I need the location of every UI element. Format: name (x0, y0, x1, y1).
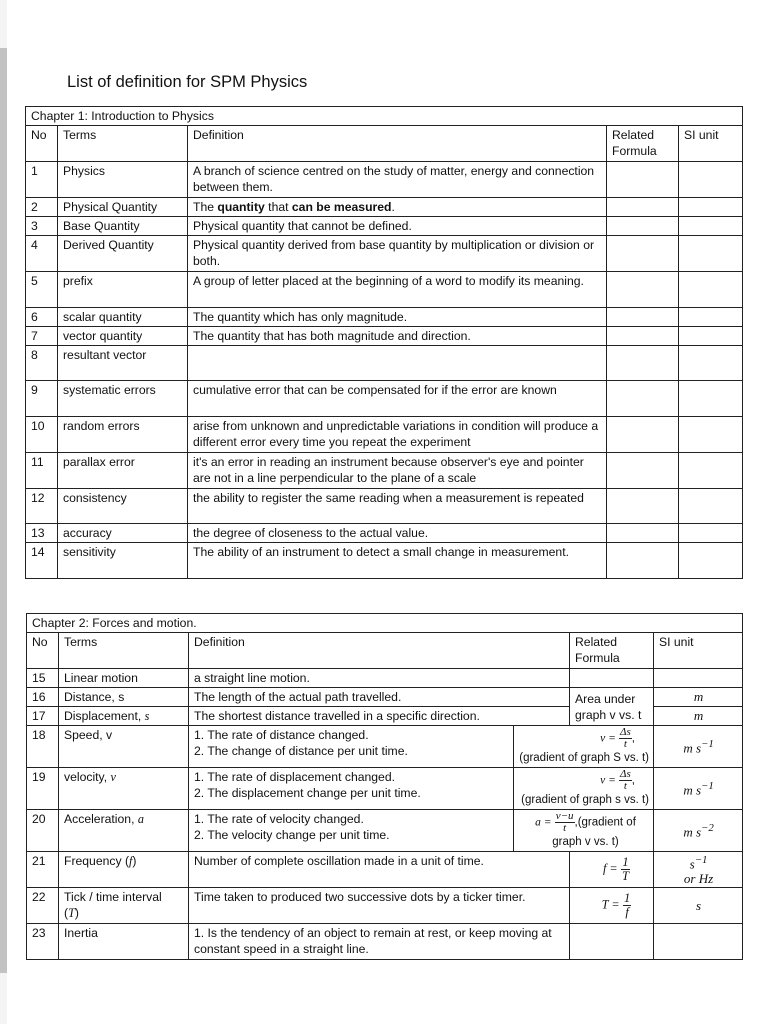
table-row (26, 381, 743, 417)
row-definition: Physical quantity derived from base quantity by multiplication or division or both. (188, 236, 607, 272)
area-under-graph-formula: Area under graph v vs. t (570, 688, 654, 726)
row-term: resultant vector (58, 346, 188, 381)
row-number: 9 (26, 381, 58, 417)
table-row (26, 308, 743, 327)
si-unit: m (654, 688, 743, 707)
row-number: 22 (27, 888, 59, 924)
header-no: No (26, 126, 58, 162)
row-definition: the ability to register the same reading when a measurement is repeated (188, 489, 607, 524)
table-row (26, 272, 743, 308)
row-number: 10 (26, 417, 58, 453)
table-row (27, 726, 743, 768)
row-number: 18 (27, 726, 59, 768)
header-si-unit: SI unit (679, 126, 743, 162)
speed-formula: v = $\frac{\Delta s}{t}$ , (gradient of graph S vs. t) (514, 726, 654, 768)
row-definition: Time taken to produced two successive dots by a ticker timer. (189, 888, 570, 924)
table-row (27, 669, 743, 688)
row-number: 12 (26, 489, 58, 524)
row-term: Distance, s (59, 688, 189, 707)
row-term: prefix (58, 272, 188, 308)
row-number: 20 (27, 810, 59, 852)
row-definition: 1. The rate of displacement changed. 2. The displacement change per unit time. (189, 768, 514, 810)
table-row (26, 236, 743, 272)
row-term: Displacement, s (59, 707, 189, 726)
row-definition: The quantity which has only magnitude. (188, 308, 607, 327)
row-term: Base Quantity (58, 217, 188, 236)
header-related-formula: Related Formula (570, 633, 654, 669)
table-row (26, 162, 743, 198)
tick-interval-formula: T = $\frac{1}{f}$ (570, 888, 654, 924)
table-row (27, 688, 743, 707)
header-no: No (27, 633, 59, 669)
table-row (27, 810, 743, 852)
row-number: 8 (26, 346, 58, 381)
row-definition: arise from unknown and unpredictable variations in condition will produce a different error every time you repeat the experiment (188, 417, 607, 453)
frequency-formula: f = $\frac{1}{T}$ (570, 852, 654, 888)
table-row (27, 888, 743, 924)
table-row (26, 453, 743, 489)
table-row (27, 768, 743, 810)
row-term: accuracy (58, 524, 188, 543)
row-definition: The shortest distance travelled in a specific direction. (189, 707, 570, 726)
row-term: Frequency (f) (59, 852, 189, 888)
row-number: 11 (26, 453, 58, 489)
row-number: 2 (26, 198, 58, 217)
row-term: Derived Quantity (58, 236, 188, 272)
table-row (26, 217, 743, 236)
table-row (27, 852, 743, 888)
left-page-edge (0, 48, 7, 973)
table-row (27, 924, 743, 960)
row-term: Tick / time interval (T) (59, 888, 189, 924)
header-terms: Terms (58, 126, 188, 162)
row-term: vector quantity (58, 327, 188, 346)
row-number: 5 (26, 272, 58, 308)
row-term: sensitivity (58, 543, 188, 579)
row-number: 17 (27, 707, 59, 726)
si-unit: m $s^{-1}$ (654, 726, 743, 768)
row-term: parallax error (58, 453, 188, 489)
row-number: 19 (27, 768, 59, 810)
row-number: 13 (26, 524, 58, 543)
si-unit: m (654, 707, 743, 726)
table-row (26, 524, 743, 543)
row-number: 6 (26, 308, 58, 327)
row-definition (188, 346, 607, 381)
header-si-unit: SI unit (654, 633, 743, 669)
row-definition: a straight line motion. (189, 669, 570, 688)
row-definition: The quantity that has both magnitude and direction. (188, 327, 607, 346)
row-term: Speed, v (59, 726, 189, 768)
row-number: 15 (27, 669, 59, 688)
row-term: scalar quantity (58, 308, 188, 327)
table-row (26, 327, 743, 346)
row-definition: Number of complete oscillation made in a unit of time. (189, 852, 570, 888)
table-row (26, 346, 743, 381)
si-unit: s (654, 888, 743, 924)
chapter2-table (26, 613, 743, 960)
row-number: 7 (26, 327, 58, 346)
chapter1-table (25, 106, 743, 579)
si-unit: m $s^{-1}$ (654, 768, 743, 810)
header-definition: Definition (189, 633, 570, 669)
row-definition: A group of letter placed at the beginning of a word to modify its meaning. (188, 272, 607, 308)
table-row (26, 489, 743, 524)
chapter1-title: Chapter 1: Introduction to Physics (26, 107, 743, 126)
row-term: Physical Quantity (58, 198, 188, 217)
row-definition: 1. Is the tendency of an object to remain at rest, or keep moving at constant speed in a straight line. (189, 924, 570, 960)
row-number: 23 (27, 924, 59, 960)
row-term: consistency (58, 489, 188, 524)
row-number: 21 (27, 852, 59, 888)
row-term: systematic errors (58, 381, 188, 417)
row-term: Inertia (59, 924, 189, 960)
table-row (26, 417, 743, 453)
row-number: 16 (27, 688, 59, 707)
row-term: Physics (58, 162, 188, 198)
header-terms: Terms (59, 633, 189, 669)
row-term: velocity, v (59, 768, 189, 810)
row-definition: The ability of an instrument to detect a small change in measurement. (188, 543, 607, 579)
chapter2-title: Chapter 2: Forces and motion. (27, 614, 743, 633)
row-definition: cumulative error that can be compensated for if the error are known (188, 381, 607, 417)
page-title: List of definition for SPM Physics (67, 73, 308, 91)
row-number: 4 (26, 236, 58, 272)
row-term: Linear motion (59, 669, 189, 688)
row-definition: 1. The rate of velocity changed. 2. The velocity change per unit time. (189, 810, 514, 852)
velocity-formula: v = $\frac{\Delta s}{t}$ , (gradient of graph s vs. t) (514, 768, 654, 810)
row-definition: The length of the actual path travelled. (189, 688, 570, 707)
table-row (26, 198, 743, 217)
table-row (26, 543, 743, 579)
row-number: 3 (26, 217, 58, 236)
si-unit: $s^{-1}$ or Hz (654, 852, 743, 888)
row-definition: the degree of closeness to the actual value. (188, 524, 607, 543)
row-number: 14 (26, 543, 58, 579)
header-definition: Definition (188, 126, 607, 162)
row-term: random errors (58, 417, 188, 453)
si-unit: m $s^{-2}$ (654, 810, 743, 852)
acceleration-formula: a = $\frac{v-u}{t}$ ,(gradient of graph v vs. t) (514, 810, 654, 852)
header-related-formula: Related Formula (607, 126, 679, 162)
row-definition: A branch of science centred on the study of matter, energy and connection between them. (188, 162, 607, 198)
row-term: Acceleration, a (59, 810, 189, 852)
row-number: 1 (26, 162, 58, 198)
row-definition: 1. The rate of distance changed. 2. The change of distance per unit time. (189, 726, 514, 768)
row-definition: Physical quantity that cannot be defined. (188, 217, 607, 236)
row-definition: The quantity that can be measured. (188, 198, 607, 217)
row-definition: it's an error in reading an instrument because observer's eye and pointer are not in a line perpendicular to the plane of a scale (188, 453, 607, 489)
